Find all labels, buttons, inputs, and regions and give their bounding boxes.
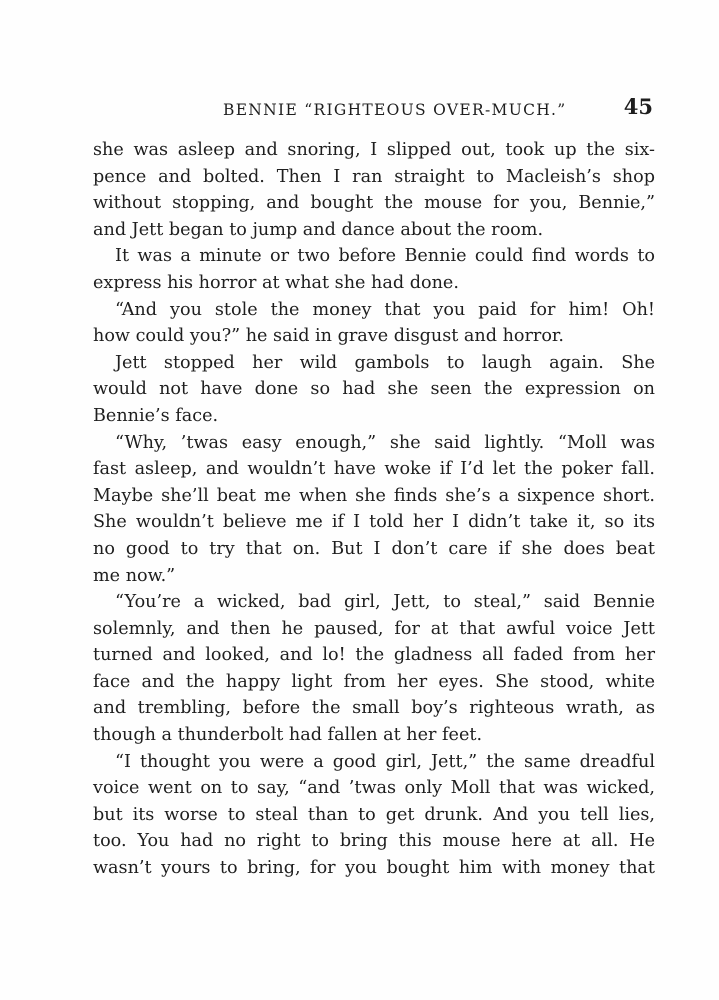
text-line: she was asleep and snoring, I slipped out, took up the six- — [93, 140, 655, 160]
text-line: Jett stopped her wild gambols to laugh again. She — [115, 352, 655, 373]
text-line: “You’re a wicked, bad girl, Jett, to steal,” said Bennie — [115, 592, 655, 613]
page-header — [93, 96, 655, 126]
text-line: solemnly, and then he paused, for at that awful voice Jett — [93, 618, 655, 639]
text-line: It was a minute or two before Bennie could find words to — [115, 246, 655, 267]
text-line: and trembling, before the small boy’s righteous wrath, as — [93, 698, 655, 719]
text-line: “I thought you were a good girl, Jett,” the same dreadful — [115, 751, 655, 772]
text-line: pence and bolted. Then I ran straight to Macleish’s shop — [93, 166, 655, 187]
text-line: turned and looked, and lo! the gladness all faded from her — [93, 645, 655, 666]
text-line: but its worse to steal than to get drunk. And you tell lies, — [93, 804, 655, 825]
body-text — [93, 137, 655, 882]
text-line: “Why, ’twas easy enough,” she said lightly. “Moll was — [115, 432, 655, 453]
text-line: no good to try that on. But I don’t care if she does beat — [93, 538, 655, 559]
text-line: though a thunderbolt had fallen at her feet. — [93, 725, 483, 746]
text-line: Maybe she’ll beat me when she finds she’s a sixpence short. — [93, 485, 655, 506]
text-line: wasn’t yours to bring, for you bought him with money that — [93, 858, 655, 879]
text-line: without stopping, and bought the mouse for you, Bennie,” — [93, 193, 655, 214]
page-number: 45 — [623, 94, 653, 119]
text-line: voice went on to say, “and ’twas only Moll that was wicked, — [93, 778, 655, 799]
text-line: express his horror at what she had done. — [93, 272, 459, 293]
text-line: “And you stole the money that you paid for him! Oh! — [115, 299, 655, 320]
text-line: fast asleep, and wouldn’t have woke if I’d let the poker fall. — [93, 459, 655, 480]
text-line: how could you?” he said in grave disgust and horror. — [93, 326, 564, 347]
text-line: Bennie’s face. — [93, 405, 219, 426]
text-line: and Jett began to jump and dance about the room. — [93, 219, 544, 240]
text-line: face and the happy light from her eyes. She stood, white — [93, 671, 655, 692]
text-line: would not have done so had she seen the expression on — [93, 379, 655, 400]
running-head: BENNIE “RIGHTEOUS OVER-MUCH.” — [223, 101, 567, 119]
text-line: too. You had no right to bring this mouse here at all. He — [93, 831, 655, 852]
text-line: She wouldn’t believe me if I told her I didn’t take it, so its — [93, 512, 655, 533]
text-line: me now.” — [93, 565, 176, 586]
